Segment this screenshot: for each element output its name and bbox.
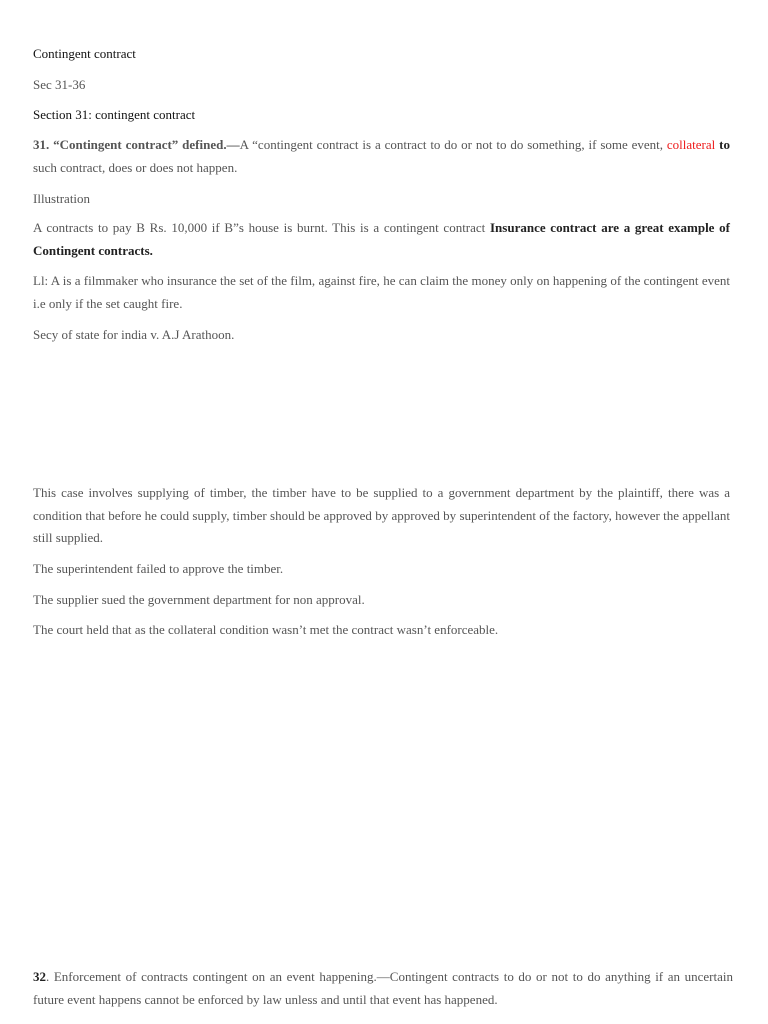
section-32-number: 32 [33,969,46,984]
section-31-label: 31. “Contingent contract” defined.— [33,137,240,152]
case-holding: The court held that as the collateral condition wasn’t met the contract wasn’t enforceable. [33,622,499,637]
document-title: Contingent contract [33,46,136,61]
section-31-definition [33,134,730,179]
illustration-text: A contracts to pay B Rs. 10,000 if B”s house is burnt. This is a contingent contract [33,220,490,235]
ll-example-paragraph: Ll: A is a filmmaker who insurance the set of the film, against fire, he can claim the money only on happening of the contingent event i.e only if the set caught fire. [33,273,730,311]
document-page [33,0,733,1024]
illustration-paragraph [33,217,730,262]
section-32-paragraph [33,966,733,1011]
section-32-text: . Enforcement of contracts contingent on an event happening.—Contingent contracts to do or not to do anything if an uncertain future event happens cannot be enforced by law unless and until that event has happened. [33,969,733,1007]
section-31-text-end: such contract, does or does not happen. [33,159,238,175]
section-heading: Section 31: contingent contract [33,107,196,122]
case-line-2: The supplier sued the government department for non approval. [33,592,365,607]
sections-range: Sec 31-36 [33,77,86,92]
case-name: Secy of state for india v. A.J Arathoon. [33,327,235,342]
case-facts-paragraph: This case involves supplying of timber, the timber have to be supplied to a government department by the plaintiff, there was a condition that before he could supply, timber should be approved by approved by superintendent of the factory, however the appellant still supplied. [33,485,730,545]
section-31-bold-to: to [715,137,730,152]
illustration-bold: Insurance contract are a great example of Contingent contracts. [33,220,730,258]
case-line-1: The superintendent failed to approve the timber. [33,561,284,576]
collateral-highlight: collateral [666,137,716,152]
illustration-label: Illustration [33,191,91,206]
section-31-text: A “contingent contract is a contract to do or not to do something, if some event, [239,137,667,152]
